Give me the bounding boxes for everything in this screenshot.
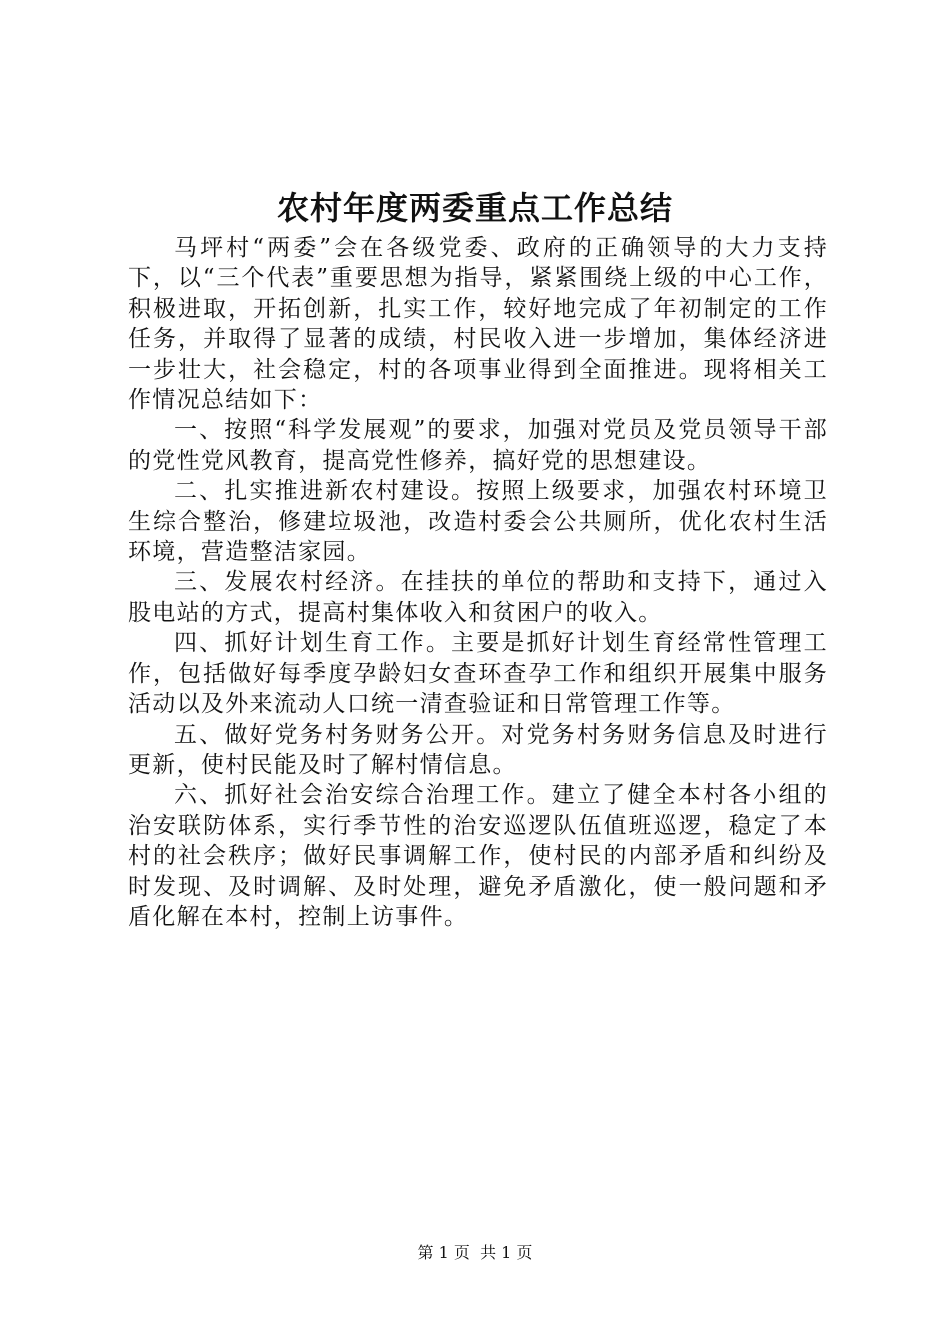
document-body xyxy=(128,233,828,932)
section-1-paragraph: 一、按照“科学发展观”的要求，加强对党员及党员领导干部的党性党风教育，提高党性修养，搞好党的思想建设。 xyxy=(128,417,828,474)
section-6-paragraph: 六、抓好社会治安综合治理工作。建立了健全本村各小组的治安联防体系，实行季节性的治安巡逻队伍值班巡逻，稳定了本村的社会秩序；做好民事调解工作，使村民的内部矛盾和纠纷及时发现、及时调解、及时处理，避免矛盾激化，使一般问题和矛盾化解在本村，控制上访事件。 xyxy=(128,782,828,930)
section-5-paragraph: 五、做好党务村务财务公开。对党务村务财务信息及时进行更新，使村民能及时了解村情信息。 xyxy=(128,721,828,778)
page-footer xyxy=(0,1241,950,1265)
section-3-paragraph: 三、发展农村经济。在挂扶的单位的帮助和支持下，通过入股电站的方式，提高村集体收入和贫困户的收入。 xyxy=(128,569,828,626)
intro-paragraph: 马坪村“两委”会在各级党委、政府的正确领导的大力支持下，以“三个代表”重要思想为指导，紧紧围绕上级的中心工作，积极进取，开拓创新，扎实工作，较好地完成了年初制定的工作任务，并取得了显著的成绩，村民收入进一步增加，集体经济进一步壮大，社会稳定，村的各项事业得到全面推进。现将相关工作情况总结如下： xyxy=(128,235,828,414)
section-2-paragraph: 二、扎实推进新农村建设。按照上级要求，加强农村环境卫生综合整治，修建垃圾池，改造村委会公共厕所，优化农村生活环境，营造整洁家园。 xyxy=(128,478,828,566)
section-4-paragraph: 四、抓好计划生育工作。主要是抓好计划生育经常性管理工作，包括做好每季度孕龄妇女查环查孕工作和组织开展集中服务活动以及外来流动人口统一清查验证和日常管理工作等。 xyxy=(128,630,828,718)
document-title: 农村年度两委重点工作总结 xyxy=(276,189,673,227)
page-number-label: 第 1 页 共 1 页 xyxy=(417,1243,533,1262)
